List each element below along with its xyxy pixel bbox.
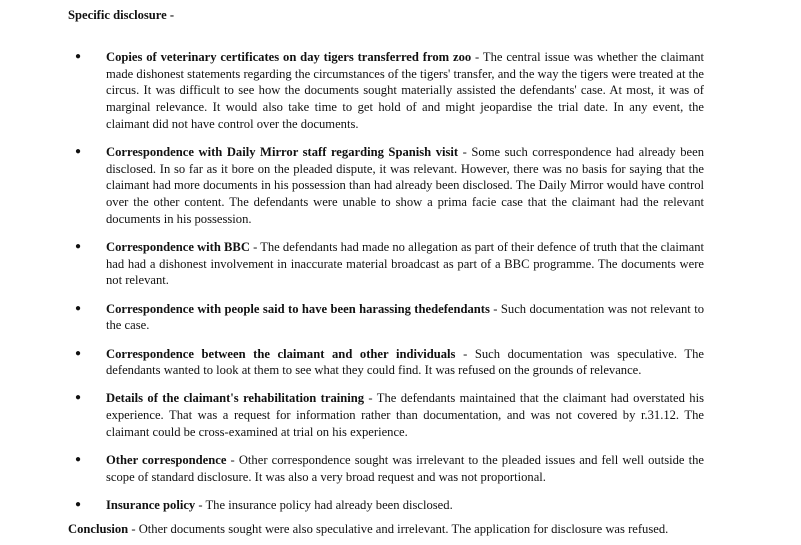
list-item <box>0 452 704 485</box>
bullet-icon: ● <box>75 347 82 359</box>
list-item <box>0 301 704 334</box>
list-item <box>0 239 704 289</box>
item-title: Correspondence with Daily Mirror staff regarding Spanish visit <box>106 145 459 160</box>
bullet-icon: ● <box>75 392 82 404</box>
bullet-icon: ● <box>75 51 82 62</box>
list-item <box>0 49 704 133</box>
conclusion-title: Conclusion <box>68 522 129 536</box>
item-text: - Other correspondence sought was irrelevant to the pleaded issues and fell well outside the scope of standard disclosure. It was also a very broad request and was not proportional. <box>106 453 704 484</box>
list-item <box>0 144 704 228</box>
item-text: - The central issue was whether the claimant made dishonest statements regarding the circumstances of the tigers' transfer, and the way the tigers were treated at the circus. It was difficult to see how the documents sought materially assisted the defendants' case. At most, it was of marginal relevance. It would also take time to get hold of and might jeopardise the trial date. In any event, the claimant did not have control over the documents. <box>106 50 704 131</box>
list-item <box>0 390 704 440</box>
item-title: Correspondence between the claimant and other individuals <box>106 346 456 361</box>
item-text: - The defendants had made no allegation as part of their defence of truth that the claimant had had a dishonest involvement in inaccurate material broadcast as part of a BBC programme. The documents were not relevant. <box>106 240 705 288</box>
conclusion-text: - Other documents sought were also speculative and irrelevant. The application for disclosure was refused. <box>128 522 669 536</box>
conclusion-paragraph <box>68 521 728 538</box>
list-item <box>0 497 704 514</box>
item-title: Copies of veterinary certificates on day tigers transferred from zoo <box>106 50 472 64</box>
item-text: - Such documentation was not relevant to the case. <box>106 301 704 333</box>
bullet-icon: ● <box>75 454 82 466</box>
item-title: Correspondence with BBC <box>106 240 250 255</box>
item-title: Details of the claimant's rehabilitation training <box>106 391 365 406</box>
item-title: Correspondence with people said to have been harassing thedefendants <box>106 301 490 316</box>
bullet-icon: ● <box>75 498 82 510</box>
list-item <box>0 346 704 379</box>
item-title: Insurance policy <box>106 497 196 512</box>
item-text: - The defendants maintained that the claimant had overstated his experience. That was a request for information rather than documentation, and was not covered by r.31.12. The claimant could be cross-examined at trial on his experience. <box>106 391 704 439</box>
section-heading: Specific disclosure - <box>68 8 175 22</box>
item-text: - Such documentation was speculative. The defendants wanted to look at them to see what they could find. It was refused on the grounds of relevance. <box>106 346 704 378</box>
bullet-icon: ● <box>75 241 82 253</box>
item-text: - The insurance policy had already been disclosed. <box>195 497 453 512</box>
bullet-icon: ● <box>75 302 82 314</box>
bullet-icon: ● <box>75 146 82 158</box>
item-text: - Some such correspondence had already been disclosed. In so far as it bore on the pleaded dispute, it was relevant. However, there was no basis for saying that the claimant had more documents in his possession than had already been disclosed. The Daily Mirror would have control over the other content. The defendants were unable to show a prima facie case that the claimant had the relevant documents in his possession. <box>106 145 704 226</box>
item-title: Other correspondence <box>106 453 227 468</box>
disclosure-list <box>0 49 801 525</box>
